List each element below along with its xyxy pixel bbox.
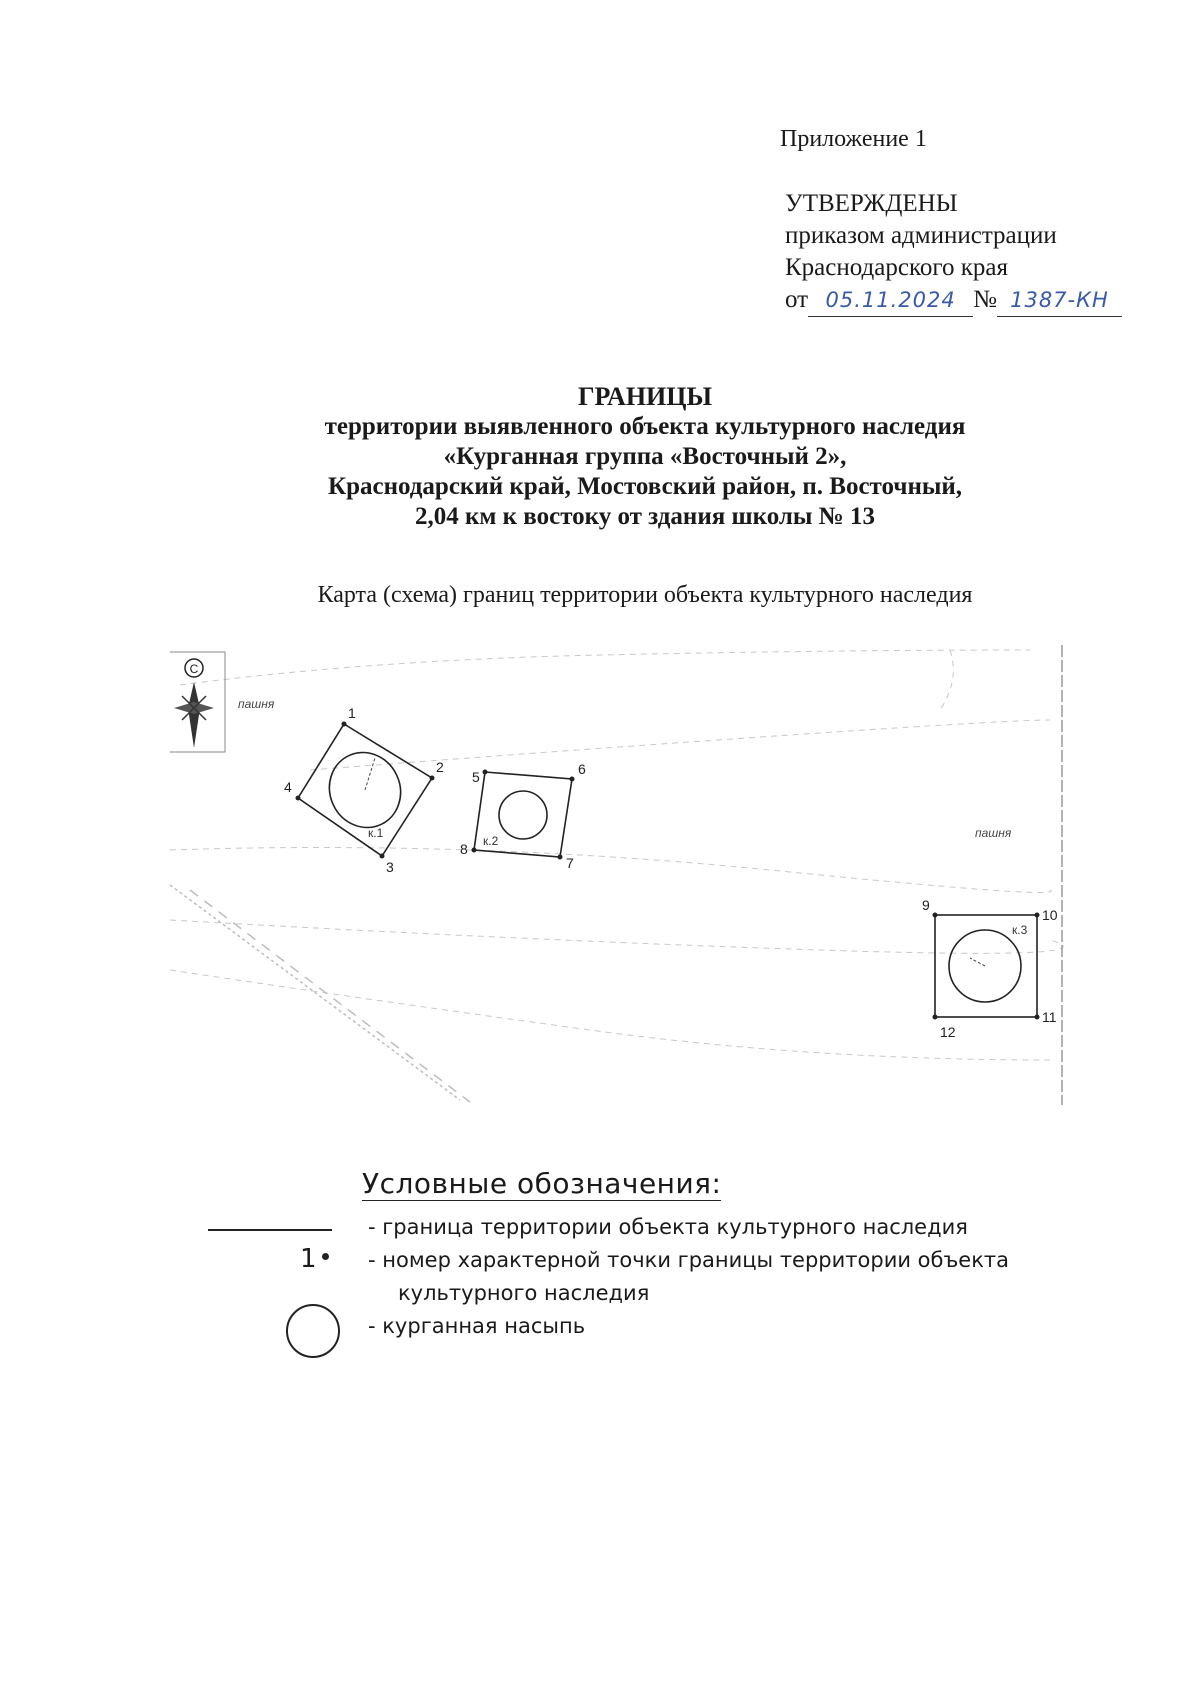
land-label-1: пашня — [238, 697, 275, 711]
point-labels — [284, 705, 1058, 1040]
date-prefix: от — [785, 286, 809, 313]
legend-boundary-line-icon — [208, 1229, 332, 1231]
point-label-11: 11 — [1042, 1009, 1057, 1025]
approval-number: 1387-КН — [997, 284, 1122, 317]
boundary-map — [170, 640, 1070, 1110]
mound-label-k1: к.1 — [368, 826, 384, 840]
point-markers — [296, 722, 1040, 1020]
approval-line-1: приказом администрации — [785, 222, 1057, 249]
point-label-10: 10 — [1042, 907, 1058, 923]
point-label-6: 6 — [578, 761, 586, 777]
point-label-8: 8 — [460, 841, 468, 857]
title-line-5: 2,04 км к востоку от здания школы № 13 — [414, 503, 876, 530]
legend-boundary-text: - граница территории объекта культурного наследия — [368, 1215, 968, 1239]
legend-title: Условные обозначения: — [362, 1167, 722, 1200]
number-prefix: № — [973, 286, 997, 313]
land-label-2: пашня — [975, 826, 1012, 840]
point-label-2: 2 — [436, 759, 444, 775]
compass-letter: С — [189, 662, 199, 676]
legend-point-text-2: культурного наследия — [398, 1281, 650, 1305]
point-label-4: 4 — [284, 779, 292, 795]
point-label-5: 5 — [472, 769, 480, 785]
approval-heading: УТВЕРЖДЕНЫ — [785, 190, 958, 217]
compass-rose-icon — [170, 652, 225, 752]
point-label-12: 12 — [940, 1024, 956, 1040]
legend-mound-circle-icon — [286, 1304, 340, 1358]
title-line-1: ГРАНИЦЫ — [577, 382, 713, 411]
legend-point-number: 1 — [300, 1244, 317, 1274]
mound-label-k2: к.2 — [483, 834, 499, 848]
legend-point-dot-icon — [322, 1253, 329, 1260]
document-title — [160, 382, 1130, 532]
point-label-1: 1 — [348, 705, 356, 721]
title-line-4: Краснодарский край, Мостовский район, п. Восточный, — [327, 473, 963, 500]
approval-date-line — [785, 284, 1122, 317]
approval-date: 05.11.2024 — [808, 284, 973, 317]
road-lines — [170, 885, 470, 1102]
appendix-label: Приложение 1 — [780, 126, 927, 152]
point-label-7: 7 — [566, 855, 574, 871]
title-line-3: «Курганная группа «Восточный 2», — [443, 443, 847, 470]
legend-mound-text: - курганная насыпь — [368, 1314, 586, 1338]
map-caption: Карта (схема) границ территории объекта культурного наследия — [317, 582, 973, 608]
approval-line-2: Краснодарского края — [785, 254, 1008, 281]
approval-block — [785, 188, 1122, 317]
title-line-2: территории выявленного объекта культурного наследия — [324, 413, 966, 440]
mound-k2 — [499, 791, 547, 839]
legend-point-text-1: - номер характерной точки границы территории объекта — [368, 1248, 1010, 1272]
point-label-9: 9 — [922, 897, 930, 913]
point-label-3: 3 — [386, 859, 394, 875]
mound-label-k3: к.3 — [1012, 923, 1028, 937]
background-lines — [170, 650, 1063, 1060]
